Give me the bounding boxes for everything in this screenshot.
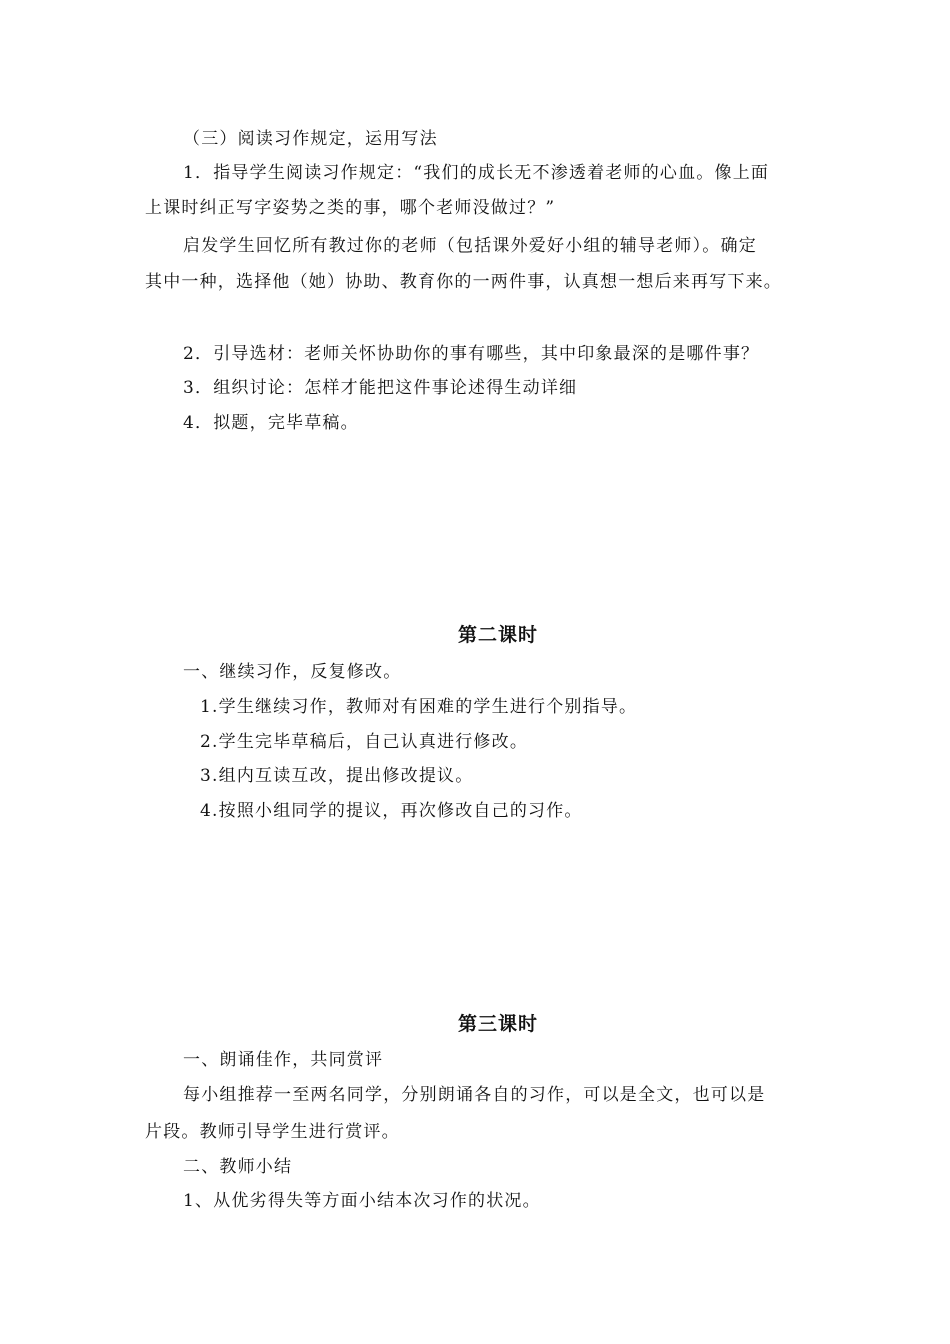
paragraph-line: 片段。教师引导学生进行赏评。 <box>145 1122 400 1142</box>
list-item: 3．组织讨论：怎样才能把这件事论述得生动详细 <box>183 378 578 398</box>
paragraph-line: 每小组推荐一至两名同学，分别朗诵各自的习作，可以是全文，也可以是 <box>183 1085 766 1105</box>
list-item: 2.学生完毕草稿后，自己认真进行修改。 <box>200 732 529 752</box>
list-item: 4.按照小组同学的提议，再次修改自己的习作。 <box>200 801 583 821</box>
list-item: 3.组内互读互改，提出修改提议。 <box>200 766 474 786</box>
paragraph-line: 其中一种，选择他（她）协助、教育你的一两件事，认真想一想后来再写下来。 <box>145 272 782 292</box>
paragraph-line: 启发学生回忆所有教过你的老师（包括课外爱好小组的辅导老师）。确定 <box>183 236 757 256</box>
section-heading: 一、继续习作，反复修改。 <box>183 662 402 682</box>
section-heading: 一、朗诵佳作，共同赏评 <box>183 1050 384 1070</box>
section-heading: 二、教师小结 <box>183 1157 293 1177</box>
lesson-title: 第二课时 <box>457 624 538 646</box>
section-heading: （三）阅读习作规定，运用写法 <box>183 129 438 149</box>
paragraph-line: 上课时纠正写字姿势之类的事，哪个老师没做过？” <box>145 198 556 218</box>
list-item: 4．拟题，完毕草稿。 <box>183 413 359 433</box>
list-item: 1.学生继续习作，教师对有困难的学生进行个别指导。 <box>200 697 638 717</box>
list-item: 2．引导选材：老师关怀协助你的事有哪些，其中印象最深的是哪件事？ <box>183 344 760 364</box>
list-item: 1、从优劣得失等方面小结本次习作的状况。 <box>183 1191 541 1211</box>
lesson-title: 第三课时 <box>457 1013 538 1035</box>
paragraph-line: 1．指导学生阅读习作规定：“我们的成长无不渗透着老师的心血。像上面 <box>183 163 770 183</box>
